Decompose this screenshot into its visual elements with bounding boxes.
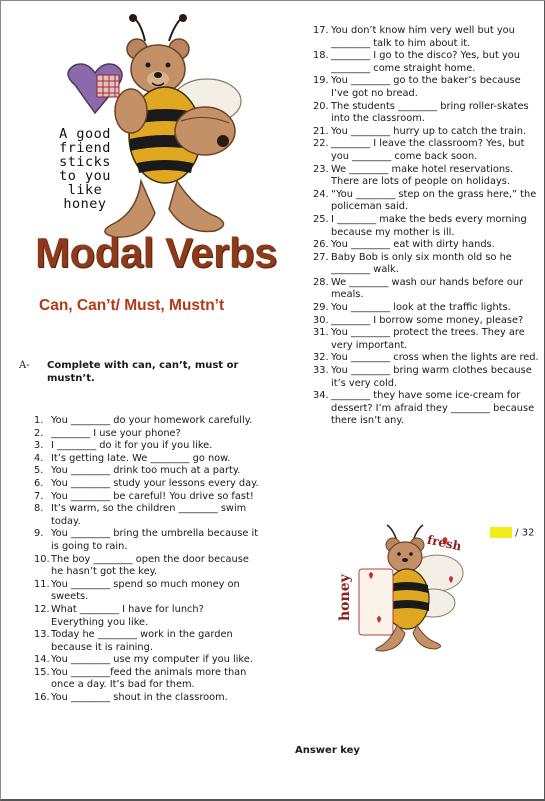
exercise-item: 11. You ________ spend so much money on sweets.: [34, 578, 240, 603]
exercise-item: 12. What ________ I have for lunch? Everything you like.: [34, 603, 204, 628]
exercise-item: 16. You ________ shout in the classroom.: [34, 692, 228, 704]
bee-card-word-fresh: fresh: [425, 532, 463, 554]
exercise-item: 1. You ________ do your homework carefully.: [34, 415, 253, 426]
motto-text: [39, 127, 131, 211]
exercise-item: 18. ________ I go to the disco? Yes, but you ________ come straight home.: [313, 50, 520, 74]
exercise-item: 32. You ________ cross when the lights are red.: [313, 352, 539, 364]
exercise-item: 6. You ________ study your lessons every day.: [34, 477, 259, 489]
exercise-item: 5. You ________ drink too much at a party.: [34, 465, 241, 477]
score-total: / 32: [512, 527, 535, 539]
exercise-item: 14. You ________ use my computer if you like.: [34, 654, 253, 666]
exercise-item: 2. ________ I use your phone?: [34, 427, 181, 439]
exercise-item: 19. You ________ go to the baker’s because I’ve got no bread.: [313, 75, 521, 99]
page-subtitle: Can, Can’t/ Must, Mustn’t: [39, 297, 225, 314]
exercise-item: 25. I ________ make the beds every morning because my mother is ill.: [313, 213, 527, 238]
exercise-item: 28. We ________ wash our hands before our meals.: [313, 276, 524, 301]
exercise-item: 15. You ________feed the animals more than once a day. It’s bad for them.: [34, 666, 247, 691]
exercise-item: 7. You ________ be careful! You drive so fast!: [34, 490, 254, 502]
exercise-item: 20. The students ________ bring roller-skates into the classroom.: [313, 100, 529, 125]
exercise-item: 17. You don’t know him very well but you ________ talk to him about it.: [313, 25, 515, 49]
exercise-instruction: [19, 359, 269, 385]
motto-line: to you: [59, 168, 111, 184]
motto-line: A good: [59, 126, 111, 142]
motto-line: like: [67, 182, 103, 198]
exercise-item: 23. We ________ make hotel reservations. There are lots of people on holidays.: [313, 163, 514, 188]
motto-line: friend: [59, 140, 111, 156]
exercise-item: 3. I ________ do it for you if you like.: [34, 440, 213, 452]
score-blank: ____: [490, 527, 510, 538]
exercise-item: 24. “You ________ step on the grass here,” the policeman said.: [313, 188, 537, 213]
exercise-item: 21. You ________ hurry up to catch the train.: [313, 125, 527, 137]
page-title: Modal Verbs: [35, 229, 277, 276]
exercise-item: 22. ________ I leave the classroom? Yes, but you ________ come back soon.: [313, 138, 525, 162]
answer-key-label: Answer key: [295, 745, 360, 756]
exercise-item: 13. Today he ________ work in the garden because it is raining.: [34, 629, 233, 653]
motto-line: sticks: [59, 154, 111, 170]
exercise-item: 31. You ________ protect the trees. They are very important.: [313, 327, 525, 351]
motto-line: honey: [63, 196, 107, 212]
exercise-item: 4. It’s getting late. We ________ go now.: [34, 452, 231, 464]
exercise-item: 29. You ________ look at the traffic lights.: [313, 302, 511, 314]
exercise-item: 30. ________ I borrow some money, please?: [313, 314, 524, 326]
exercise-label: A-: [19, 360, 30, 371]
exercise-item: 8. It’s warm, so the children ________ swim today.: [34, 503, 247, 527]
instruction-text: Complete with can, can’t, must or mustn’t.: [47, 360, 239, 384]
exercise-list-left: [34, 415, 259, 705]
exercise-list-right: [313, 25, 541, 428]
score-box: [490, 527, 534, 539]
exercise-item: 27. Baby Bob is only six month old so he ________ walk.: [313, 251, 512, 276]
exercise-item: 26. You ________ eat with dirty hands.: [313, 239, 495, 251]
exercise-item: 33. You ________ bring warm clothes because it’s very cold.: [313, 365, 532, 389]
exercise-item: 10. The boy ________ open the door because he hasn’t got the key.: [34, 553, 249, 578]
bee-card-word-honey: honey: [337, 574, 353, 621]
exercise-item: 9. You ________ bring the umbrella because it is going to rain.: [34, 528, 259, 552]
exercise-item: 34. ________ they have some ice-cream for dessert? I’m afraid they ________ because there isn’t any.: [313, 390, 535, 427]
